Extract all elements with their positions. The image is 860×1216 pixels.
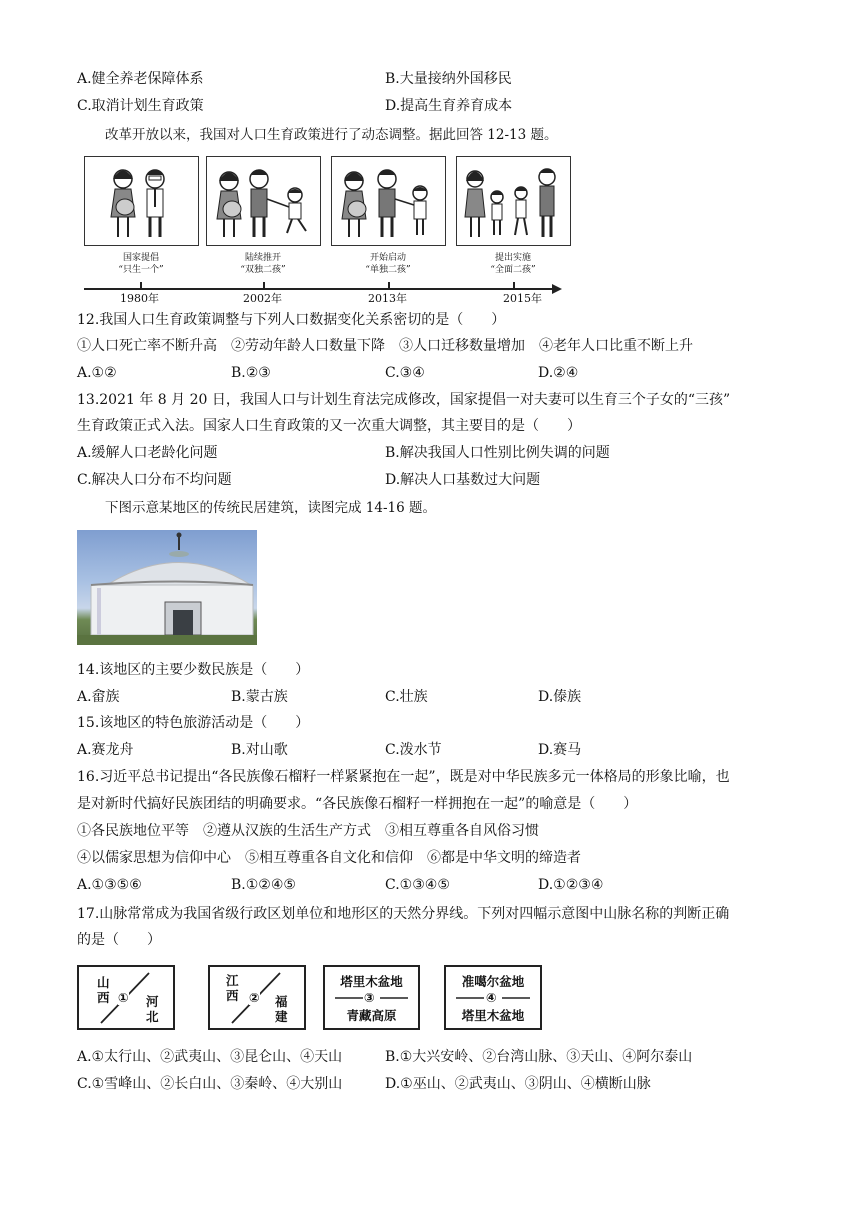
- mountain-number: ④: [486, 990, 497, 1005]
- arrow-right-icon: [552, 284, 564, 294]
- q12-option-b: B.②③: [231, 365, 271, 381]
- q13-option-d: D.解决人口基数过大问题: [385, 472, 541, 488]
- mountain-number: ③: [364, 990, 375, 1005]
- panel-double-only-two-child: [206, 156, 321, 246]
- panel-single-only-two-child: [331, 156, 446, 246]
- q14-option-d: D.傣族: [538, 689, 582, 705]
- q17-stem-line1: 17.山脉常常成为我国省级行政区划单位和地形区的天然分界线。下列对四幅示意图中山脉名称的判断正确: [77, 906, 730, 922]
- mountain-diagram-3: [323, 965, 420, 1030]
- province-label: 福: [275, 994, 288, 1009]
- yurt-illustration: [77, 530, 257, 645]
- q13-option-b: B.解决我国人口性别比例失调的问题: [385, 445, 610, 461]
- q11-option-c: C.取消计划生育政策: [77, 98, 204, 114]
- q13-stem-line2: 生育政策正式入法。国家人口生育政策的又一次重大调整，其主要目的是（ ）: [77, 418, 581, 434]
- timeline-caption-1: [96, 252, 186, 276]
- q14-option-c: C.壮族: [385, 689, 428, 705]
- province-label: 建: [275, 1009, 288, 1024]
- region-label: 塔里木盆地: [461, 1008, 525, 1023]
- q13-option-a: A.缓解人口老龄化问题: [77, 445, 218, 461]
- mountain-number: ①: [118, 990, 129, 1005]
- timeline-caption-2: [218, 252, 308, 276]
- q12-option-a: A.①②: [77, 365, 117, 381]
- intro-12-13: 改革开放以来，我国对人口生育政策进行了动态调整。据此回答 12-13 题。: [105, 127, 558, 143]
- q14-option-b: B.蒙古族: [231, 689, 288, 705]
- q13-stem-line1: 13.2021 年 8 月 20 日，我国人口与计划生育法完成修改，国家提倡一对夫妻可以生育三个子女的“三孩”: [77, 392, 731, 408]
- q14-stem: 14.该地区的主要少数民族是（ ）: [77, 662, 310, 678]
- q16-items-line2: ④以儒家思想为信仰中心 ⑤相互尊重各自文化和信仰 ⑥都是中华文明的缔造者: [77, 850, 581, 866]
- q16-option-b: B.①②④⑤: [231, 877, 296, 893]
- q15-option-a: A.赛龙舟: [77, 742, 134, 758]
- q16-stem-line1: 16.习近平总书记提出“各民族像石榴籽一样紧紧抱在一起”，既是对中华民族多元一体格局的形象比喻，也: [77, 769, 730, 785]
- q16-option-a: A.①③⑤⑥: [77, 877, 142, 893]
- family-illustration: [332, 157, 444, 243]
- q16-option-d: D.①②③④: [538, 877, 604, 893]
- q12-stem: 12.我国人口生育政策调整与下列人口数据变化关系密切的是（ ）: [77, 312, 506, 328]
- q12-option-c: C.③④: [385, 365, 425, 381]
- region-label: 准噶尔盆地: [461, 974, 525, 989]
- timeline-tick: [513, 282, 515, 289]
- q17-option-d: D.①巫山、②武夷山、③阴山、④横断山脉: [385, 1076, 651, 1092]
- q11-option-b: B.大量接纳外国移民: [385, 71, 512, 87]
- q16-stem-line2: 是对新时代搞好民族团结的明确要求。“各民族像石榴籽一样拥抱在一起”的喻意是（ ）: [77, 796, 638, 812]
- couple-illustration: [85, 157, 197, 243]
- province-label: 山: [97, 975, 110, 990]
- mountain-number: ②: [249, 990, 260, 1005]
- q11-option-d: D.提高生育养育成本: [385, 98, 513, 114]
- timeline-tick: [263, 282, 265, 289]
- mountain-diagram-1: [77, 965, 175, 1030]
- q17-option-c: C.①雪峰山、②长白山、③秦岭、④大别山: [77, 1076, 343, 1092]
- region-label: 塔里木盆地: [340, 974, 403, 989]
- q17-option-a: A.①太行山、②武夷山、③昆仑山、④天山: [77, 1049, 343, 1065]
- province-label: 河: [146, 994, 159, 1009]
- caption-line: 开始启动: [369, 253, 406, 263]
- q16-items-line1: ①各民族地位平等 ②遵从汉族的生活生产方式 ③相互尊重各自风俗习惯: [77, 823, 539, 839]
- mountain-diagram-4: [444, 965, 542, 1030]
- q15-option-d: D.赛马: [538, 742, 582, 758]
- timeline-tick: [388, 282, 390, 289]
- region-label: 青藏高原: [346, 1008, 397, 1023]
- panel-one-child: [84, 156, 199, 246]
- province-label: 北: [146, 1009, 159, 1024]
- q15-stem: 15.该地区的特色旅游活动是（ ）: [77, 715, 310, 731]
- q15-option-c: C.泼水节: [385, 742, 442, 758]
- family-illustration: [457, 157, 569, 243]
- province-label: 西: [97, 990, 110, 1005]
- mountain-diagram-2: [208, 965, 306, 1030]
- caption-line: “全面二孩”: [490, 265, 536, 275]
- timeline-year: 2013年: [368, 292, 407, 305]
- intro-14-16: 下图示意某地区的传统民居建筑，读图完成 14-16 题。: [105, 500, 436, 516]
- caption-line: “双独二孩”: [240, 265, 286, 275]
- timeline-year: 2015年: [503, 292, 542, 305]
- family-illustration: [207, 157, 319, 243]
- q14-option-a: A.畲族: [77, 689, 120, 705]
- timeline-tick: [140, 282, 142, 289]
- q17-stem-line2: 的是（ ）: [77, 932, 161, 948]
- caption-line: 国家提倡: [122, 253, 159, 263]
- yurt-photo: [77, 530, 257, 645]
- timeline-year: 1980年: [120, 292, 159, 305]
- q12-option-d: D.②④: [538, 365, 579, 381]
- province-label: 西: [226, 988, 239, 1003]
- panel-universal-two-child: [456, 156, 571, 246]
- province-label: 江: [226, 973, 239, 988]
- q17-option-b: B.①大兴安岭、②台湾山脉、③天山、④阿尔泰山: [385, 1049, 693, 1065]
- timeline-year: 2002年: [243, 292, 282, 305]
- q16-option-c: C.①③④⑤: [385, 877, 450, 893]
- q15-option-b: B.对山歌: [231, 742, 288, 758]
- caption-line: “只生一个”: [118, 265, 164, 275]
- caption-line: 陆续推开: [244, 253, 281, 263]
- q13-option-c: C.解决人口分布不均问题: [77, 472, 232, 488]
- caption-line: “单独二孩”: [365, 265, 411, 275]
- q11-option-a: A.健全养老保障体系: [77, 71, 204, 87]
- timeline-caption-3: [343, 252, 433, 276]
- q12-items: ①人口死亡率不断升高 ②劳动年龄人口数量下降 ③人口迁移数量增加 ④老年人口比重不断上升: [77, 338, 693, 354]
- timeline-caption-4: [468, 252, 558, 276]
- caption-line: 提出实施: [494, 253, 531, 263]
